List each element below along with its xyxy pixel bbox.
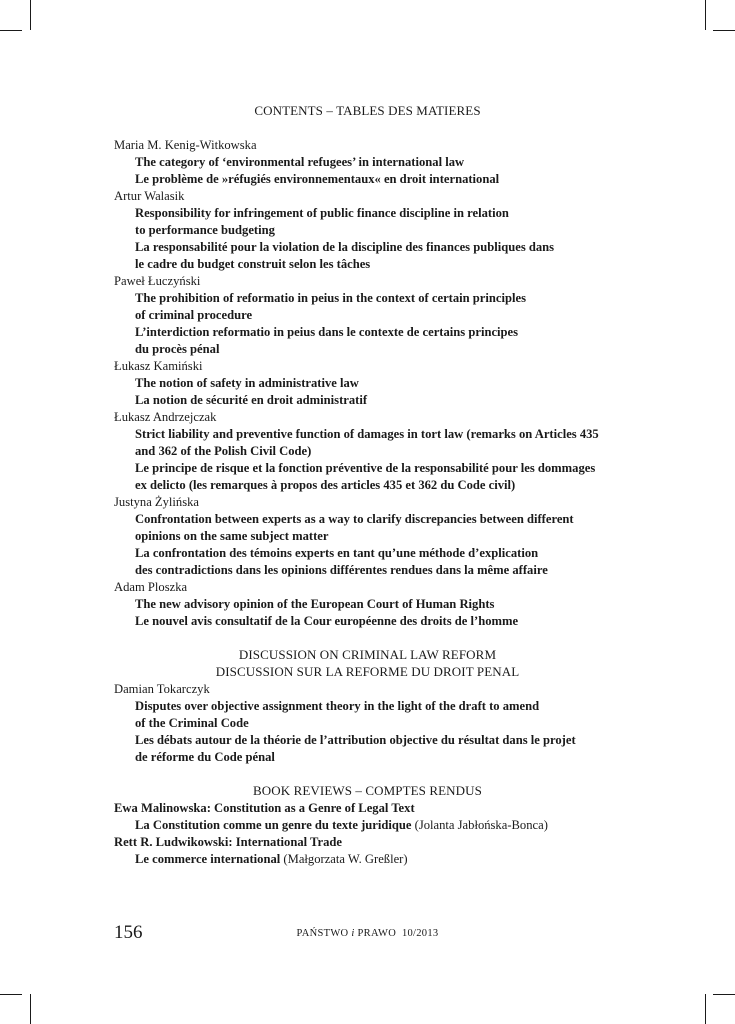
journal-name-part2: PRAWO 10/2013 (357, 928, 439, 939)
entry-author: Justyna Żylińska (114, 495, 200, 509)
entry-title: Le principe de risque et la fonction préventive de la responsabilité pour les dommages (135, 461, 596, 475)
entry-title: and 362 of the Polish Civil Code) (135, 444, 312, 458)
review-french-line (135, 817, 548, 833)
crop-mark (705, 994, 706, 1024)
crop-mark (0, 994, 22, 995)
entry-title: La responsabilité pour la violation de la discipline des finances publiques dans (135, 240, 555, 254)
review-reviewer: (Małgorzata W. Greßler) (283, 852, 408, 866)
entry-title: Les débats autour de la théorie de l’attribution objective du résultat dans le projet (135, 733, 576, 747)
crop-mark (0, 30, 22, 31)
entry-title: The new advisory opinion of the European Court of Human Rights (135, 597, 495, 611)
contents-heading: CONTENTS – TABLES DES MATIERES (254, 103, 481, 118)
entry-title: L’interdiction reformatio in peius dans le contexte de certains principes (135, 325, 519, 339)
review-book-title: Rett R. Ludwikowski: International Trade (114, 835, 342, 849)
entry-title: Responsibility for infringement of public finance discipline in relation (135, 206, 509, 220)
entry-title: of the Criminal Code (135, 716, 249, 730)
entry-author: Adam Ploszka (114, 580, 188, 594)
entry-title: le cadre du budget construit selon les tâches (135, 257, 371, 271)
entry-title: ex delicto (les remarques à propos des articles 435 et 362 du Code civil) (135, 478, 516, 492)
entry-title: de réforme du Code pénal (135, 750, 275, 764)
crop-mark (713, 994, 735, 995)
entry-title: des contradictions dans les opinions différentes rendues dans la même affaire (135, 563, 548, 577)
entry-title: The notion of safety in administrative law (135, 376, 359, 390)
entry-title: Confrontation between experts as a way to clarify discrepancies between different (135, 512, 574, 526)
crop-mark (30, 0, 31, 30)
review-book-title: Ewa Malinowska: Constitution as a Genre of Legal Text (114, 801, 415, 815)
journal-footer (0, 928, 735, 939)
entry-author: Łukasz Andrzejczak (114, 410, 217, 424)
entry-author: Łukasz Kamiński (114, 359, 203, 373)
entry-title: opinions on the same subject matter (135, 529, 329, 543)
review-french-title: Le commerce international (135, 852, 281, 866)
entry-title: to performance budgeting (135, 223, 275, 237)
entry-title: of criminal procedure (135, 308, 253, 322)
entry-title: The prohibition of reformatio in peius in the context of certain principles (135, 291, 526, 305)
entry-title: Disputes over objective assignment theory in the light of the draft to amend (135, 699, 540, 713)
entry-title: Le nouvel avis consultatif de la Cour européenne des droits de l’homme (135, 614, 519, 628)
review-reviewer: (Jolanta Jabłońska-Bonca) (414, 818, 548, 832)
entry-author: Artur Walasik (114, 189, 185, 203)
crop-mark (30, 994, 31, 1024)
entry-author: Maria M. Kenig-Witkowska (114, 138, 257, 152)
entry-title: La confrontation des témoins experts en tant qu’une méthode d’explication (135, 546, 539, 560)
journal-name-part1: PAŃSTWO (296, 928, 349, 939)
entry-author: Paweł Łuczyński (114, 274, 201, 288)
page-number: 156 (114, 922, 143, 943)
reviews-heading: BOOK REVIEWS – COMPTES RENDUS (253, 783, 482, 798)
review-french-title: La Constitution comme un genre du texte juridique (135, 818, 412, 832)
discussion-heading-en: DISCUSSION ON CRIMINAL LAW REFORM (238, 647, 497, 662)
entry-title: Le problème de »réfugiés environnementaux« en droit international (135, 172, 500, 186)
review-french-line (135, 851, 408, 867)
entry-title: La notion de sécurité en droit administratif (135, 393, 368, 407)
discussion-heading-fr: DISCUSSION SUR LA REFORME DU DROIT PENAL (215, 664, 520, 679)
entry-title: du procès pénal (135, 342, 220, 356)
crop-mark (713, 30, 735, 31)
entry-author: Damian Tokarczyk (114, 682, 210, 696)
journal-name-italic: i (351, 928, 355, 939)
crop-mark (705, 0, 706, 30)
entry-title: The category of ‘environmental refugees’ in international law (135, 155, 465, 169)
entry-title: Strict liability and preventive function of damages in tort law (remarks on Articles 435 (135, 427, 599, 441)
